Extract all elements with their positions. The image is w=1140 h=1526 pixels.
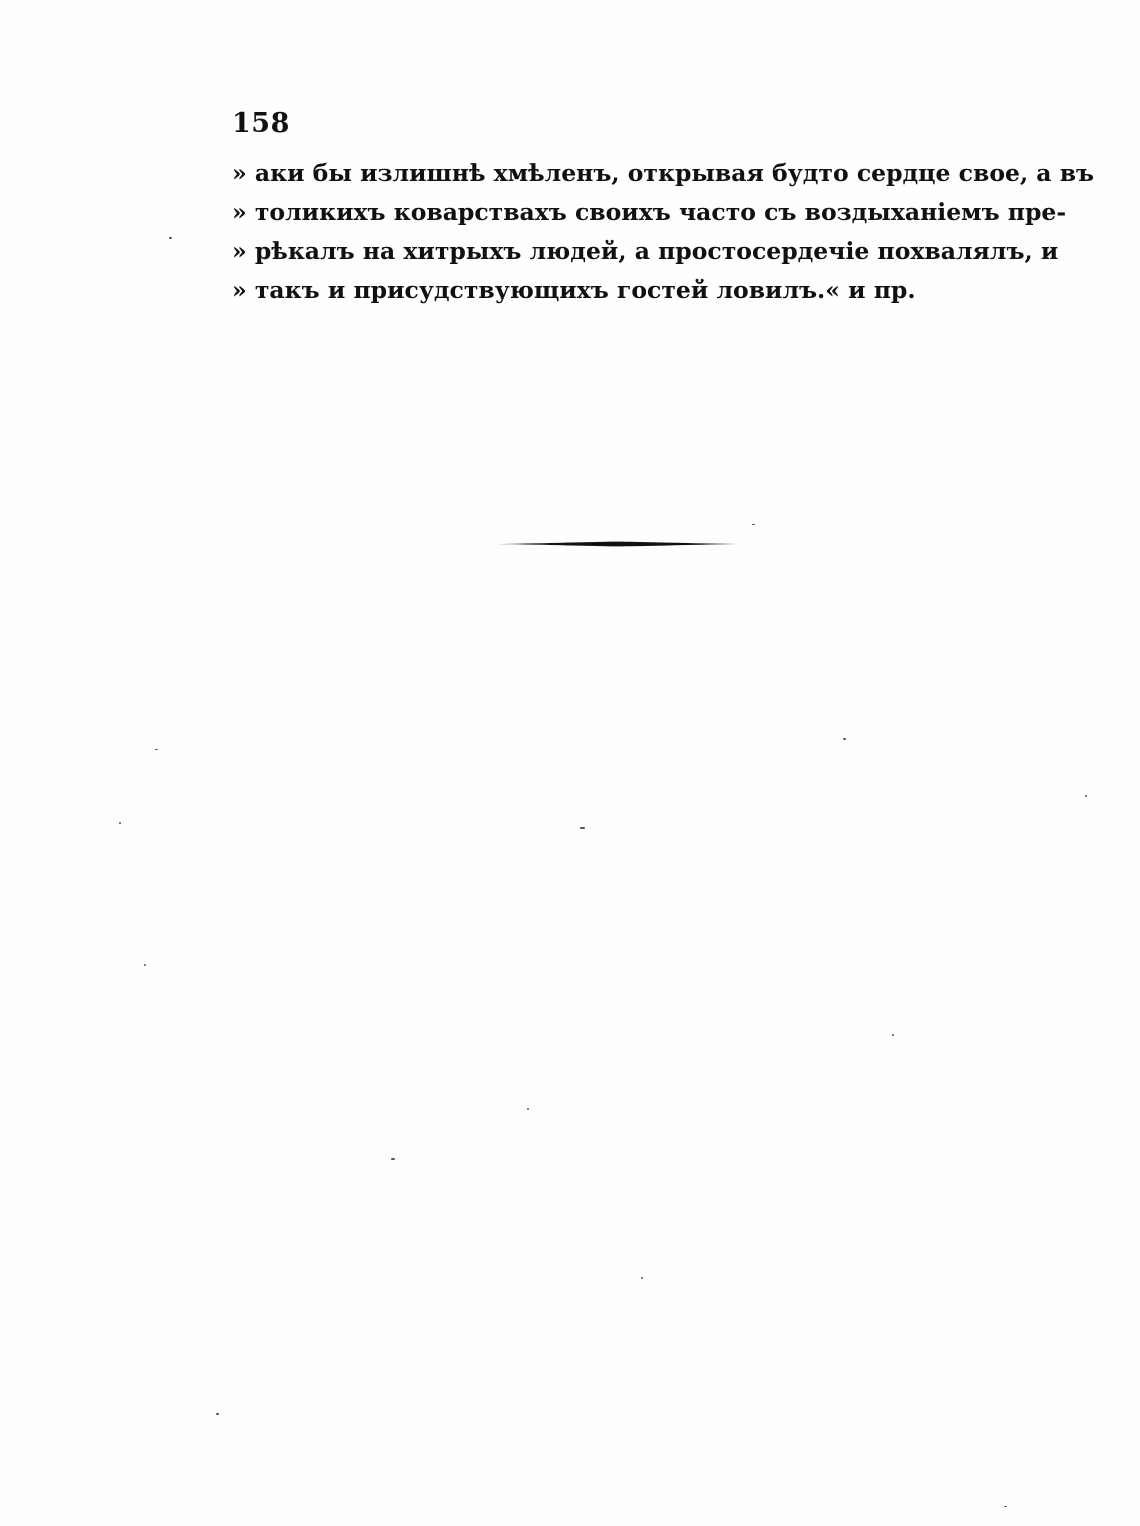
paper-speck (144, 964, 146, 966)
paper-speck (391, 1158, 395, 1160)
body-text (232, 154, 1095, 310)
paper-speck (1085, 795, 1087, 797)
paper-speck (119, 822, 121, 824)
paper-speck (1004, 1506, 1007, 1507)
paper-speck (843, 738, 846, 740)
paper-speck (527, 1108, 529, 1110)
paper-speck (892, 1034, 894, 1036)
text-line-2: » толикихъ коварствахъ своихъ часто съ воздыханіемъ пре- (232, 198, 1067, 226)
paper-speck (752, 524, 755, 525)
paper-speck (169, 237, 172, 239)
paper-speck (580, 827, 585, 829)
section-divider-rule (497, 538, 737, 550)
text-line-1: » аки бы излишнѣ хмѣленъ, открывая будто сердце свое, а въ (232, 159, 1095, 187)
page-number: 158 (232, 108, 290, 139)
paper-speck (216, 1413, 219, 1415)
text-line-4: » такъ и присудствующихъ гостей ловилъ.« и пр. (232, 276, 916, 304)
paper-speck (155, 749, 158, 750)
text-line-3: » рѣкалъ на хитрыхъ людей, а простосердечіе похвалялъ, и (232, 237, 1059, 265)
paper-speck (641, 1277, 643, 1279)
